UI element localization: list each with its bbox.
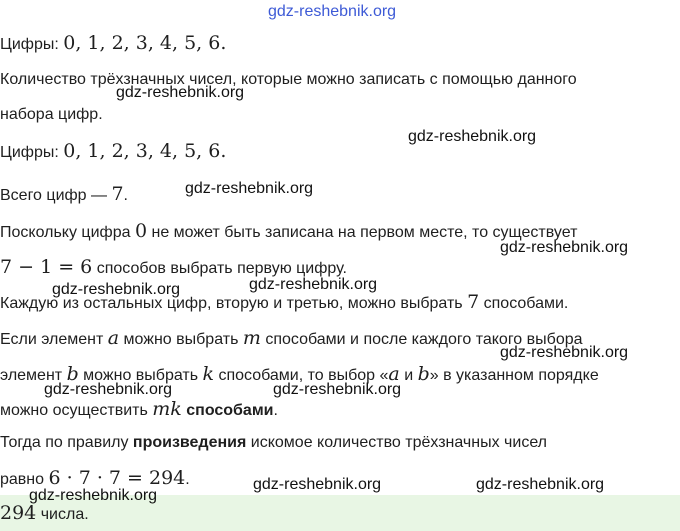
rule-line-1 (0, 328, 583, 350)
watermark: gdz-reshebnik.org (52, 281, 181, 298)
rule-text: можно осуществить (0, 402, 153, 419)
question-line-1: Количество трёхзначных чисел, которые можно записать с помощью данного (0, 71, 577, 88)
watermark: gdz-reshebnik.org (253, 476, 382, 493)
rule-text: и (399, 367, 418, 384)
answer-number: 294 (0, 502, 37, 524)
question-line-2: набора цифр. (0, 106, 103, 123)
total-end: . (123, 187, 128, 204)
rule-text: » в указанном порядке (429, 367, 599, 384)
answer-line (0, 503, 89, 525)
var-b: b (417, 363, 430, 385)
watermark: gdz-reshebnik.org (116, 84, 245, 101)
rule-text: можно выбрать (119, 331, 243, 348)
digits-label: Цифры: (0, 144, 64, 161)
digits-list: 0, 1, 2, 3, 4, 5, 6. (63, 140, 227, 162)
rule-text: Если элемент (0, 331, 108, 348)
watermark: gdz-reshebnik.org (500, 344, 629, 361)
digits-list: 0, 1, 2, 3, 4, 5, 6. (63, 32, 227, 54)
each-text-2: способами. (479, 295, 569, 312)
each-text-1: Каждую из остальных цифр, вторую и третью, можно выбрать (0, 295, 468, 312)
rule-text: элемент (0, 367, 67, 384)
each-number: 7 (467, 291, 480, 313)
total-digits-line (0, 184, 128, 206)
product-expression: 6 · 7 · 7 = 294 (48, 467, 186, 489)
var-a: a (388, 363, 400, 385)
digits-line (0, 33, 226, 55)
ways-expression: 7 − 1 = 6 (0, 256, 93, 278)
then-bold: произведения (132, 434, 247, 451)
answer-text: числа. (36, 506, 89, 523)
watermark: gdz-reshebnik.org (500, 239, 629, 256)
watermark: gdz-reshebnik.org (408, 128, 537, 145)
rule-line-3 (0, 399, 278, 421)
total-label: Всего цифр — (0, 187, 112, 204)
then-text: Тогда по правилу (0, 434, 133, 451)
zero-digit: 0 (134, 220, 148, 242)
watermark: gdz-reshebnik.org (185, 180, 314, 197)
watermark: gdz-reshebnik.org (249, 276, 378, 293)
equal-text: . (185, 471, 190, 488)
then-text: искомое количество трёхзначных чисел (246, 434, 548, 451)
var-k: k (202, 363, 215, 385)
since-line (0, 221, 577, 243)
rule-text: . (273, 402, 278, 419)
since-text-2: не может быть записана на первом месте, то существует (147, 224, 578, 241)
digits-label: Цифры: (0, 36, 64, 53)
ways-text: способов выбрать первую цифру. (92, 260, 347, 277)
var-mk: mk (152, 398, 182, 420)
watermark: gdz-reshebnik.org (29, 487, 158, 504)
then-line (0, 433, 547, 453)
rule-text: способами, то выбор « (214, 367, 389, 384)
var-a: a (107, 327, 120, 349)
since-text-1: Поскольку цифра (0, 224, 135, 241)
watermark: gdz-reshebnik.org (476, 476, 605, 493)
watermark-header: gdz-reshebnik.org (268, 3, 397, 20)
watermark: gdz-reshebnik.org (273, 381, 402, 398)
equal-text: равно (0, 471, 49, 488)
var-b: b (66, 363, 79, 385)
watermark: gdz-reshebnik.org (44, 381, 173, 398)
var-m: m (242, 327, 261, 349)
rule-text: можно выбрать (78, 367, 203, 384)
digits-line-repeat (0, 141, 226, 163)
total-value: 7 (111, 183, 124, 205)
rule-text: способами и после каждого такого выбора (260, 331, 583, 348)
rule-bold: способами (186, 402, 274, 419)
